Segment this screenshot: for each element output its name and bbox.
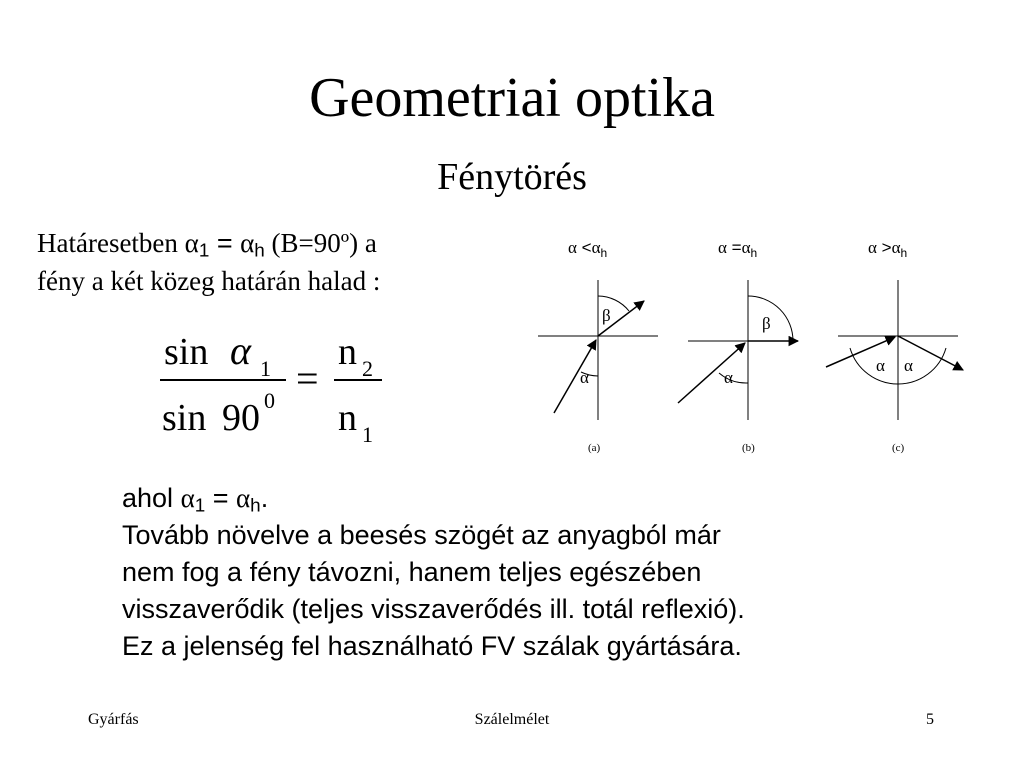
footer-author: Gyárfás	[88, 711, 139, 728]
subscript-1: 1	[194, 495, 206, 517]
body-line-5: Ez a jelenség fel használható FV szálak gyártására.	[122, 631, 742, 661]
diagram-a-beta: β	[602, 306, 611, 325]
alpha-symbol: α	[180, 483, 195, 513]
formula-n2: n	[338, 331, 357, 373]
diagram-b-header: $\alpha =\alpha_h$	[718, 238, 758, 260]
equals-sign: =	[205, 483, 237, 513]
diagram-b-incident-ray	[678, 343, 745, 403]
snell-formula	[150, 320, 400, 460]
subscript-1: 1	[198, 240, 210, 262]
intro-line-1	[37, 224, 507, 262]
body-line-4: visszaverődik (teljes visszaverődés ill. totál reflexió).	[122, 594, 745, 624]
intro-text-start: Határesetben	[37, 228, 185, 258]
diagram-b-alpha: α	[724, 368, 733, 387]
diagram-a	[538, 238, 658, 454]
body-line-3: nem fog a fény távozni, hanem teljes egészében	[122, 557, 702, 587]
body-line-2: Tovább növelve a beesés szögét az anyagból már	[122, 520, 721, 550]
formula-equals: =	[296, 356, 319, 401]
formula-den-ninety: 90	[222, 397, 260, 439]
diagram-a-incident-ray	[554, 340, 596, 413]
formula-num-sin: sin	[164, 331, 209, 373]
body-text	[122, 480, 1002, 665]
diagram-c-header: $\alpha >\alpha_h$	[868, 238, 908, 260]
footer-page-number: 5	[926, 711, 934, 728]
formula-n1-sub: 1	[362, 422, 373, 447]
formula-num-sub1: 1	[260, 356, 271, 381]
diagram-a-caption: (a)	[588, 442, 601, 454]
formula-n2-sub: 2	[362, 356, 373, 381]
equals-sign: =	[209, 228, 241, 258]
refraction-diagrams	[530, 225, 970, 465]
formula-den-sin: sin	[162, 397, 207, 439]
body-line-1	[122, 480, 1002, 517]
body-prefix: ahol	[122, 483, 181, 513]
footer-course: Szálelmélet	[474, 711, 550, 728]
diagram-a-alpha: α	[580, 368, 589, 387]
diagram-b-caption: (b)	[742, 442, 755, 454]
intro-text-end: (B=90º) a	[264, 228, 377, 258]
intro-line-2: fény a két közeg határán halad :	[37, 266, 381, 296]
diagram-a-header: $\alpha <\alpha_h$	[568, 238, 608, 260]
slide-subtitle: Fénytörés	[437, 156, 587, 198]
intro-text	[37, 224, 507, 300]
alpha-symbol: α	[240, 228, 255, 258]
diagram-b-beta: β	[762, 314, 771, 333]
diagram-c-alpha-right: α	[904, 356, 913, 375]
diagram-c-alpha-left: α	[876, 356, 885, 375]
alpha-symbol: α	[236, 483, 251, 513]
slide-title: Geometriai optika	[309, 67, 715, 129]
formula-den-sup0: 0	[264, 388, 275, 413]
diagram-c	[826, 238, 963, 454]
period: .	[260, 483, 269, 513]
alpha-symbol: α	[184, 228, 199, 258]
diagram-c-caption: (c)	[892, 442, 905, 454]
formula-n1: n	[338, 397, 357, 439]
diagram-b	[678, 238, 798, 454]
subscript-h: h	[254, 240, 265, 262]
subscript-h: h	[250, 495, 261, 517]
formula-num-alpha: α	[230, 328, 251, 373]
